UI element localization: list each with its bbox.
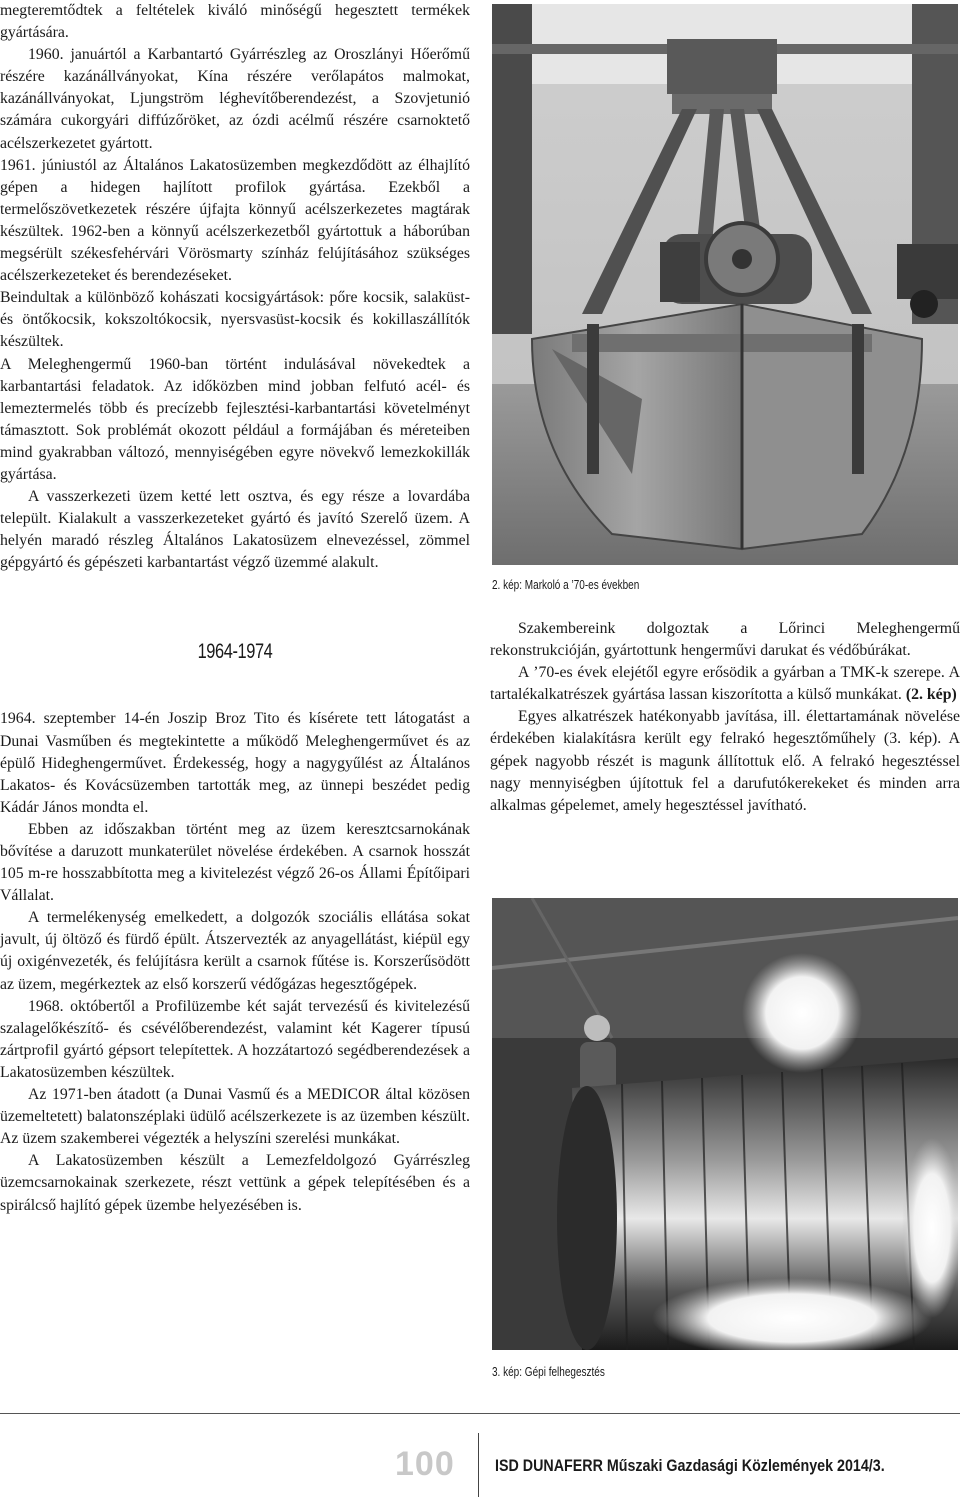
paragraph: Szakembereink dolgoztak a Lőrinci Meleghengermű rekonstrukcióján, gyártottunk hengerművi darukat és védőbúrákat. [490, 620, 960, 660]
paragraph-text: A ’70-es évek elejétől egyre erősödik a gyárban a TMK-k szerepe. A tartalékalkatrészek gyártása lassan kiszorította a külső munkákat. [490, 664, 960, 704]
section-title: 1964-1974 [197, 640, 273, 664]
paragraph [490, 662, 960, 706]
paragraph: Egyes alkatrészek hatékonyabb javítása, ill. élettartamának növelése érdekében kialakításra került egy felrakó hegesztőműhely (3. kép). A gépek nagyobb részét is magunk állítottuk elő. A felrakó hegesztéssel nagy mennyiségben újítottuk fel a darufutókerekeket és minden arra alkalmas gépelemet, amely hegesztéssel javítható. [490, 708, 960, 814]
paragraph: Beindultak a különböző kohászati kocsigyártások: pőre kocsik, salaküst- és öntőkocsik, kokszoltókocsik, nyersvasüst-kocsik és kokillaszállítók készültek. [0, 289, 470, 351]
paragraph: A Lakatosüzemben készült a Lemezfeldolgozó Gyárrészleg üzemcsarnokainak szerkezete, részt vettünk a gépek telepítésében és a spirálcső hajlító gépek üzembe helyezésében is. [0, 1152, 470, 1214]
grab-bucket-illustration [492, 4, 958, 565]
page-number: 100 [395, 1445, 455, 1483]
grab-bucket-photo [492, 4, 958, 565]
paragraph: A vasszerkezeti üzem ketté lett osztva, és egy része a lovardába települt. Kialakult a vasszerkezeteket gyártó és javító Szerelő üzem. A helyén maradó részleg Általános Lakatosüzem elnevezéssel, zömmel gépgyártó és gépészeti karbantartást végző üzemmé alakult. [0, 488, 470, 572]
paragraph: A Meleghengermű 1960-ban történt indulásával növekedtek a karbantartási feladatok. Az időközben mind jobban felfutó acél- és lemeztermelés több és precízebb fejlesztési-karbantartási követelményt támasztott. Sok problémát okozott például a formájában és méreteiben mind gyakrabban változó, mennyiségében egyre növekvő lemezkokillák gyártása. [0, 355, 470, 483]
journal-title: ISD DUNAFERR Műszaki Gazdasági Közlemények 2014/3. [495, 1456, 885, 1475]
paragraph: megteremtődtek a feltételek kiváló minőségű hegesztett termékek gyártására. [0, 2, 470, 42]
paragraph: Ebben az időszakban történt meg az üzem keresztcsarnokának bővítése a daruzott munkaterület növelése érdekében. A csarnok hosszát 105 m-re hosszabbította meg a kivitelezést végző 26-os Állami Építőipari Vállalat. [0, 820, 470, 905]
paragraph: A termelékenység emelkedett, a dolgozók szociális ellátása sokat javult, új öltöző és fürdő épült. Átszervezték az anyagellátást, kiépül egy új oxigénvezeték, és felújításra került a csarnok fűtése is. Korszerűsödött az üzem, megérkeztek az első korszerű védőgázas hegesztőgépek. [0, 909, 470, 993]
paragraph: 1961. júniustól az Általános Lakatosüzemben megkezdődött az élhajlító gépen a hidegen hajlított profilok gyártása. Ezekből a termelőszövetkezetek részére újfajta könnyű acélszerkezetes magtárak készültek. 1962-ben a könnyű acélszerkezetből gyártottuk a háborúban megsérült székesfehérvári Vörösmarty színház felújításához szükséges acélszerkezeteket és berendezéseket. [0, 156, 470, 285]
paragraph: 1964. szeptember 14-én Joszip Broz Tito és kísérete tett látogatást a Dunai Vasműben és megtekintette a működő Meleghengerművet és az épülő Hideghengerművet. Érdekesség, hogy a nagygyűlést az Általános Lakatos- és Kovácsüzemben tartották meg, az ünnepi beszédet pedig Kádár János mondta el. [0, 710, 470, 816]
figure-caption: 3. kép: Gépi felhegesztés [492, 1365, 605, 1379]
left-column [0, 0, 470, 1217]
figure-reference: (2. kép) [905, 686, 957, 704]
hardfacing-photo [492, 898, 958, 1350]
paragraph: 1968. októbertől a Profilüzembe két saját tervezésű és kivitelezésű szalagelőkészítő- és csévélőberendezést, valamint két Kagerer típusú zártprofil gyártó gépsort telepítettek. A hozzátartozó segédberendezések a Lakatosüzemben készültek. [0, 997, 470, 1081]
figure-caption: 2. kép: Markoló a ’70-es években [492, 578, 640, 592]
hardfacing-illustration [492, 898, 958, 1350]
paragraph: Az 1971-ben átadott (a Dunai Vasmű és a MEDICOR által közösen üzemeltetett) balatonszéplaki üdülő acélszerkezete is az üzemben készült. Az üzem szakemberei végezték a helyszíni szerelési munkákat. [0, 1086, 470, 1148]
footer-divider [478, 1433, 479, 1497]
paragraph: 1960. januártól a Karbantartó Gyárrészleg az Oroszlányi Hőerőmű részére kazánállványokat, Kína részére verőlapátos malmokat, kazánállványokat, Ljungström léghevítőberendezést, a Szovjetunió számára cukorgyári diffúzőröket, az ózdi acélmű részére csarnoktető acélszerkezetet gyártott. [0, 46, 470, 152]
footer-rule [0, 1413, 960, 1414]
